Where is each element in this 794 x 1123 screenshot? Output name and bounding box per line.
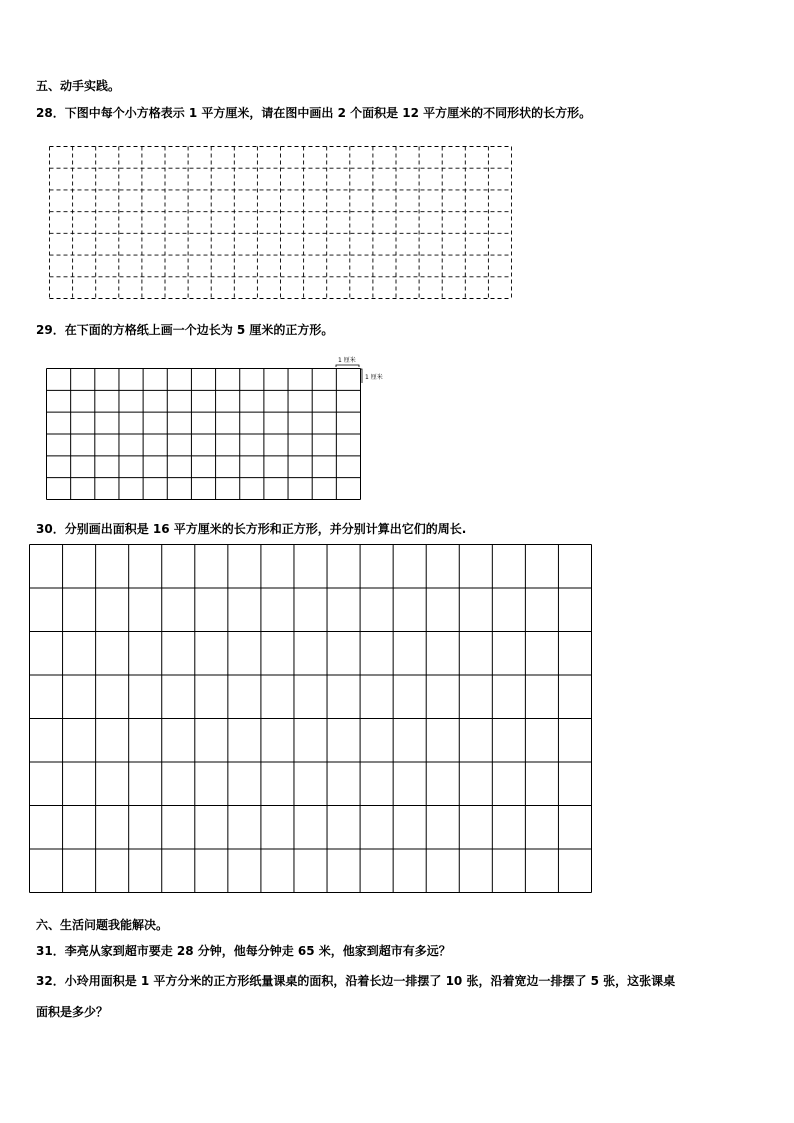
section-5-title: 五、动手实践。 — [36, 79, 121, 93]
question-32-line-1: 32．小玲用面积是 1 平方分米的正方形纸量课桌的面积，沿着长边一排摆了 10 张，沿着宽边一排摆了 5 张，这张课桌 — [36, 974, 676, 988]
section-6-title: 六、生活问题我能解决。 — [36, 918, 169, 932]
square-grid-q30[interactable] — [29, 544, 592, 893]
unit-bracket-top — [336, 365, 359, 367]
unit-label-top: 1 厘米 — [338, 357, 356, 364]
unit-bracket-side — [360, 369, 362, 383]
question-30-text: 30．分别画出面积是 16 平方厘米的长方形和正方形，并分别计算出它们的周长. — [36, 522, 467, 536]
unit-label-side: 1 厘米 — [365, 374, 383, 381]
square-grid-q29[interactable] — [46, 368, 361, 500]
question-28-text: 28．下图中每个小方格表示 1 平方厘米，请在图中画出 2 个面积是 12 平方厘米的不同形状的长方形。 — [36, 106, 592, 120]
question-29-text: 29．在下面的方格纸上画一个边长为 5 厘米的正方形。 — [36, 323, 334, 337]
question-31-text: 31．李亮从家到超市要走 28 分钟，他每分钟走 65 米，他家到超市有多远？ — [36, 944, 451, 958]
unit-annotation — [332, 353, 392, 383]
dashed-grid-q28[interactable] — [49, 146, 512, 299]
question-32-line-2: 面积是多少？ — [36, 1005, 109, 1019]
